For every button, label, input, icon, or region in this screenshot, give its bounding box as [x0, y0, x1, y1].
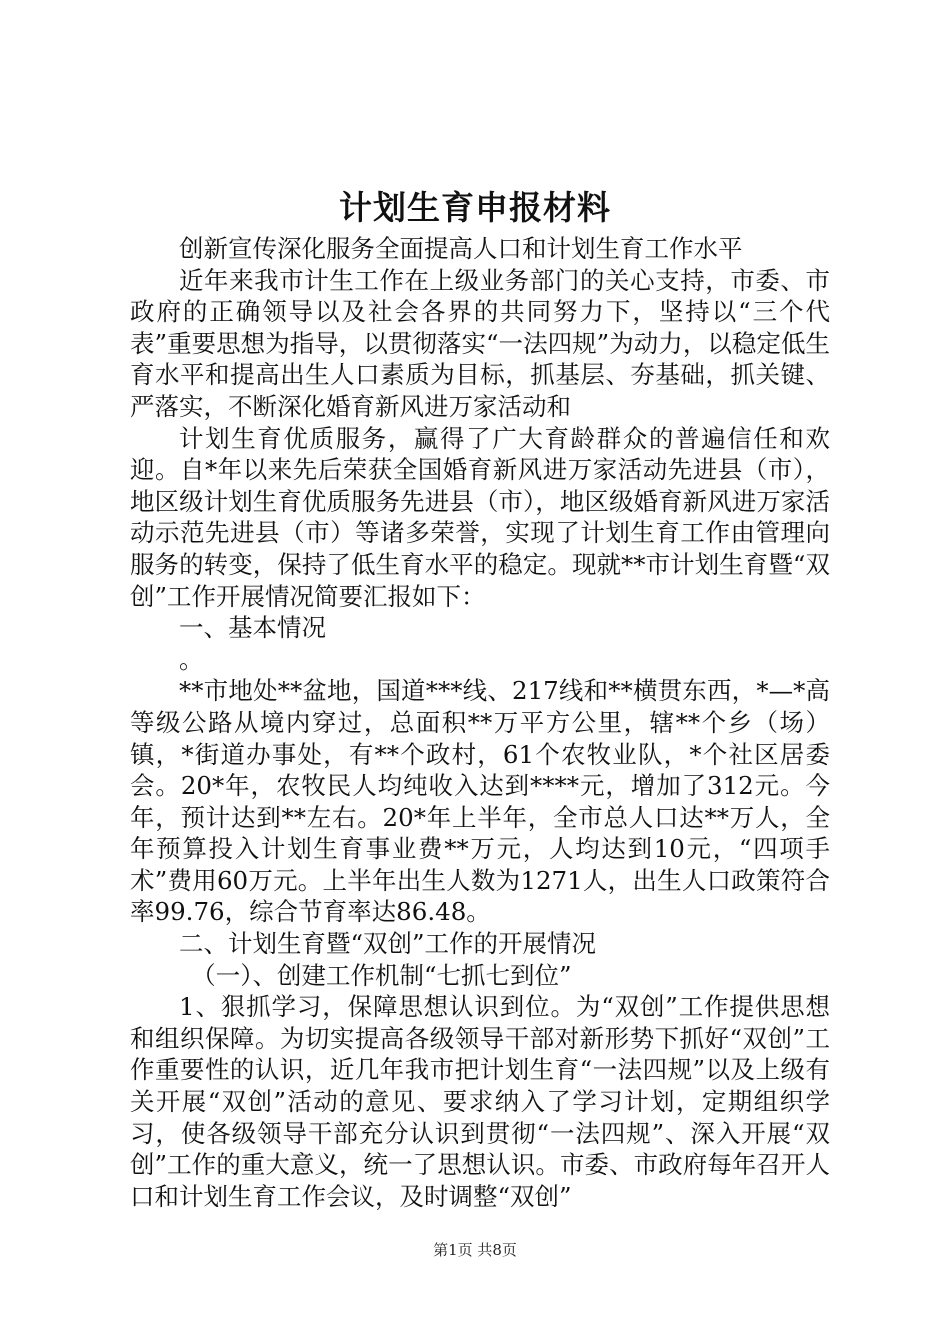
document-title: 计划生育申报材料 — [339, 188, 611, 227]
section-heading: 一、基本情况 — [179, 613, 326, 643]
body-paragraph: 1、狠抓学习，保障思想认识到位。为“双创”工作提供思想和组织保障。为切实提高各级领导干部对新形势下抓好“双创”工作重要性的认识，近几年我市把计划生育“一法四规”以及上级有关开展“双创”活动的意见、要求纳入了学习计划，定期组织学习，使各级领导干部充分认识到贯彻“一法四规”、深入开展“双创”工作的重大意义，统一了思想认识。市委、市政府每年召开人口和计划生育工作会议，及时调整“双创” — [130, 992, 830, 1211]
page-footer: 第1页 共8页 — [433, 1241, 517, 1259]
document-body — [130, 233, 830, 1212]
body-paragraph: 计划生育优质服务，赢得了广大育龄群众的普遍信任和欢迎。自*年以来先后荣获全国婚育新风进万家活动先进县（市），地区级计划生育优质服务先进县（市），地区级婚育新风进万家活动示范先进县（市）等诸多荣誉，实现了计划生育工作由管理向服务的转变，保持了低生育水平的稳定。现就**市计划生育暨“双创”工作开展情况简要汇报如下： — [130, 423, 830, 611]
subtitle-paragraph: 创新宣传深化服务全面提高人口和计划生育工作水平 — [179, 234, 743, 263]
section-heading: 二、计划生育暨“双创”工作的开展情况 — [179, 929, 597, 959]
body-paragraph: 近年来我市计生工作在上级业务部门的关心支持，市委、市政府的正确领导以及社会各界的共同努力下，坚持以“三个代表”重要思想为指导，以贯彻落实“一法四规”为动力，以稳定低生育水平和提高出生人口素质为目标，抓基层、夯基础，抓关键、严落实，不断深化婚育新风进万家活动和 — [130, 265, 830, 421]
subsection-heading: （一）、创建工作机制“七抓七到位” — [191, 960, 572, 990]
body-paragraph: 。 — [179, 644, 204, 674]
body-paragraph: **市地处**盆地，国道***线、217线和**横贯东西，*—*高等级公路从境内穿过，总面积**万平方公里，辖**个乡（场）镇，*街道办事处，有**个政村，61个农牧业队，*个社区居委会。20*年，农牧民人均纯收入达到****元，增加了312元。今年，预计达到**左右。20*年上半年，全市总人口达**万人，全年预算投入计划生育事业费**万元，人均达到10元，“四项手术”费用60万元。上半年出生人数为1271人，出生人口政策符合率99.76，综合节育率达86.48。 — [130, 676, 830, 927]
